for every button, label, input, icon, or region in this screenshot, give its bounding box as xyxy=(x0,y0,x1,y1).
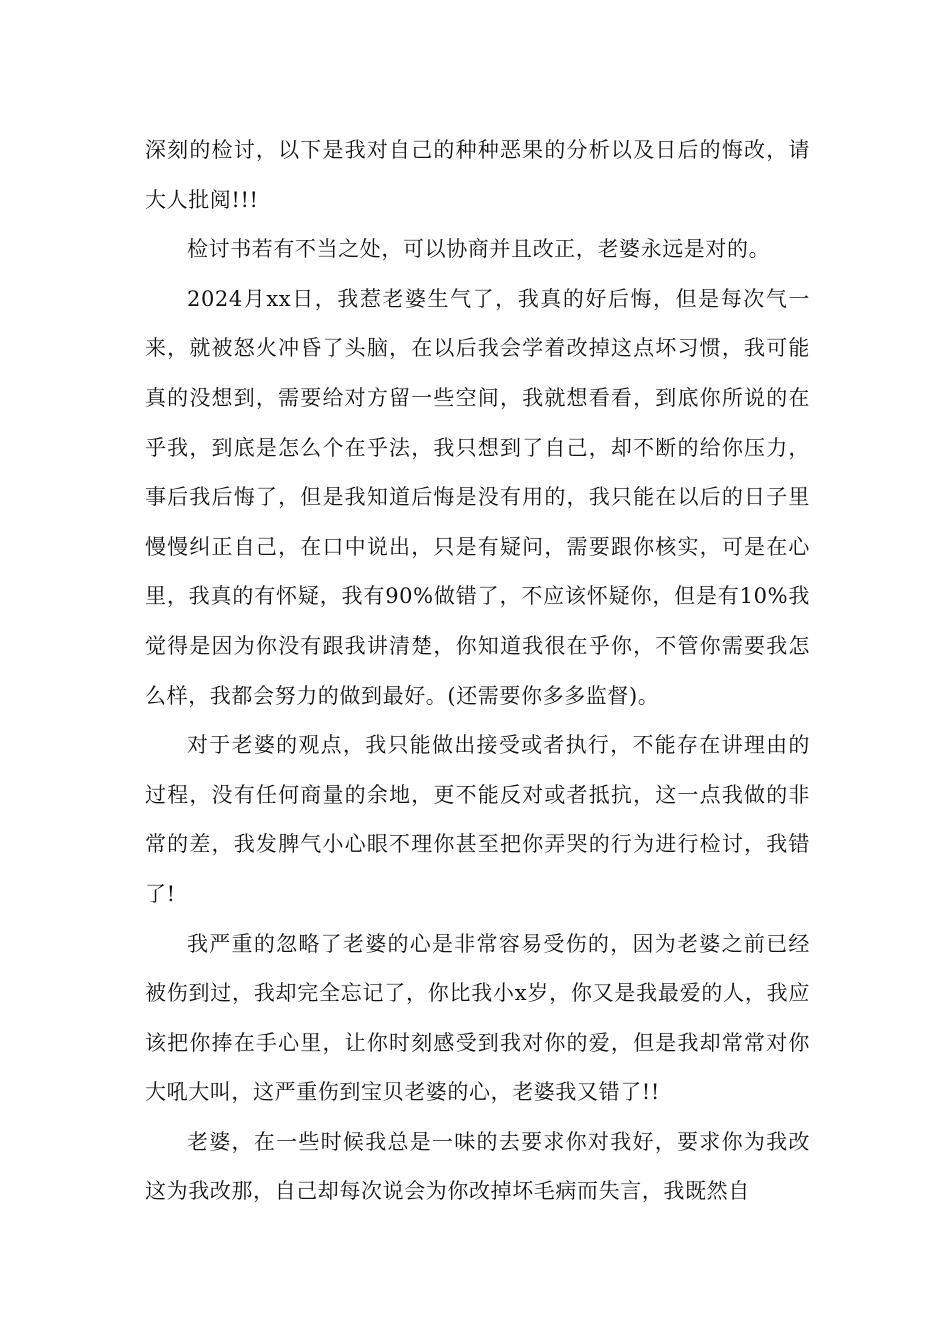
paragraph-6: 老婆，在一些时候我总是一味的去要求你对我好，要求你为我改这为我改那，自己却每次说会为你改掉坏毛病而失言，我既然自 xyxy=(145,1129,810,1204)
document-body xyxy=(145,126,810,1217)
paragraph-2: 检讨书若有不当之处，可以协商并且改正，老婆永远是对的。 xyxy=(187,237,771,262)
paragraph-4: 对于老婆的观点，我只能做出接受或者执行，不能存在讲理由的过程，没有任何商量的余地，更不能反对或者抵抗，这一点我做的非常的差，我发脾气小心眼不理你甚至把你弄哭的行为进行检讨，我错了! xyxy=(145,733,810,906)
paragraph-5: 我严重的忽略了老婆的心是非常容易受伤的，因为老婆之前已经被伤到过，我却完全忘记了，你比我小x岁，你又是我最爱的人，我应该把你捧在手心里，让你时刻感受到我对你的爱，但是我却常常对你大吼大叫，这严重伤到宝贝老婆的心，老婆我又错了!! xyxy=(145,931,810,1105)
paragraph-1: 深刻的检讨，以下是我对自己的种种恶果的分析以及日后的悔改，请大人批阅!!! xyxy=(145,138,810,212)
paragraph-3: 2024月xx日，我惹老婆生气了，我真的好后悔，但是每次气一来，就被怒火冲昏了头脑，在以后我会学着改掉这点坏习惯，我可能真的没想到，需要给对方留一些空间，我就想看看，到底你所说的在乎我，到底是怎么个在乎法，我只想到了自己，却不断的给你压力，事后我后悔了，但是我知道后悔是没有用的，我只能在以后的日子里慢慢纠正自己，在口中说出，只是有疑问，需要跟你核实，可是在心里，我真的有怀疑，我有90%做错了，不应该怀疑你，但是有10%我觉得是因为你没有跟我讲清楚，你知道我很在乎你，不管你需要我怎么样，我都会努力的做到最好。(还需要你多多监督)。 xyxy=(145,286,810,708)
